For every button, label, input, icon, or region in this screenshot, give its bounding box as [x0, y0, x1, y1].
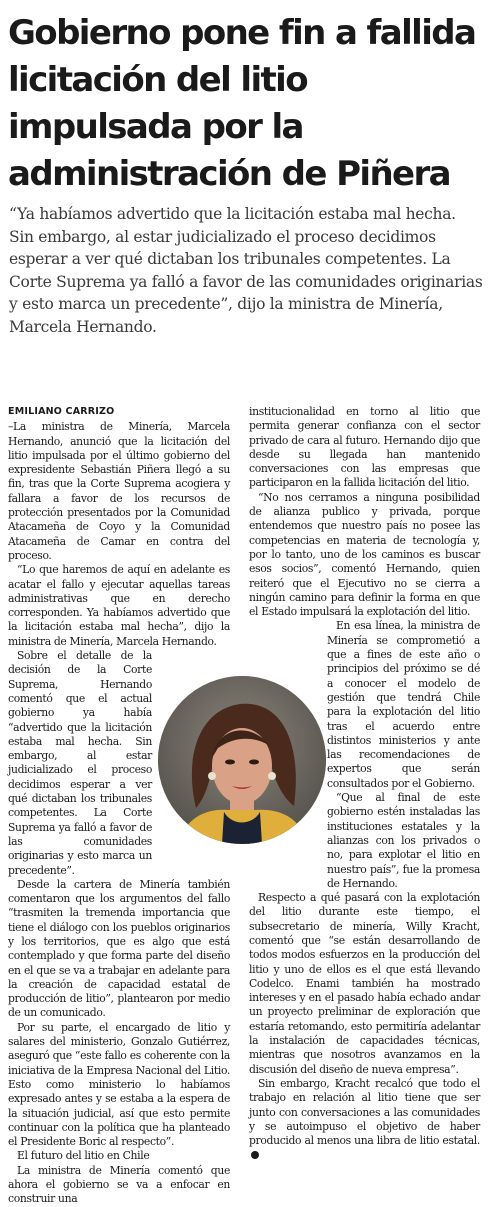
deck-quote: “Ya habíamos advertido que la licitación estaba mal hecha. Sin embargo, al estar judicializado el proceso decidimos esperar a ver qué dictaban los tribunales competentes. La Corte Suprema ya falló a favor de las comunidades originarias y esto marca un precedente”, dijo la ministra de Minería, Marcela Hernando. — [9, 205, 483, 336]
paragraph: institucionalidad en torno al litio que permita generar confianza con el sector privado de cara al futuro. Hernando dijo que desde su llegada han mantenido conversaciones con las empresas que participaron en la fallida licitación del litio. — [249, 405, 480, 490]
headline-line-4: administración de Piñera — [8, 154, 451, 194]
paragraph: La ministra de Minería comentó que ahora el gobierno se va a enfocar en construir una — [8, 1163, 230, 1206]
paragraph — [249, 1077, 480, 1163]
paragraph: “Que al final de este gobierno estén instaladas las instituciones estatales y la alianzas con los privados o no, para explotar el litio en nuestro país”, fue la promesa de Hernando. — [327, 791, 480, 890]
end-mark-icon — [251, 1151, 259, 1159]
byline: EMILIANO CARRIZO — [8, 406, 115, 417]
paragraph: “Lo que haremos de aquí en adelante es acatar el fallo y ejecutar aquellas tareas administrativas que en derecho corresponden. Ya habíamos advertido que la licitación estaba mal hecha”, dijo la ministra de Minería, Marcela Hernando. — [8, 563, 230, 648]
headline-line-3: impulsada por la — [8, 107, 303, 147]
paragraph: Sobre el detalle de la decisión de la Corte Suprema, Hernando comentó que el actual gobierno ya había “advertido que la licitación estaba mal hecha. Sin embargo, al estar judicializado el proceso decidimos esperar a ver qué dictaban los tribunales competentes. La Corte Suprema ya falló a favor de las comunidades originarias y esto marca un precedente”. — [8, 649, 152, 877]
paragraph: En esa línea, la ministra de Minería se comprometió a que a fines de este año o principios del próximo se dé a conocer el modelo de gestión que tendrá Chile para la explotación del litio tras el acuerdo entre distintos ministerios y ante las recomendaciones de expertos que serán consultados por el Gobierno. — [327, 619, 480, 790]
portrait-photo — [158, 676, 326, 844]
portrait-illustration — [158, 676, 326, 844]
paragraph: Respecto a qué pasará con la explotación del litio durante este tiempo, el subsecretario de minería, Willy Kracht, comentó que “se están desarrollando de todos modos esfuerzos en la producción del litio y uno de ellos es el que está llevando Codelco. Enami también ha mostrado intereses y en el pasado había echado andar un proyecto preliminar de exploración que estaría retomando, esto permitiría adelantar la instalación de capacidades técnicas, mientras que nosotros avanzamos en la discusión del diseño de nueva empresa”. — [249, 891, 480, 1076]
paragraph: “No nos cerramos a ninguna posibilidad de alianza publico y privada, porque entendemos que nuestro país no posee las competencias en materia de tecnología y, por lo tanto, uno de los caminos es buscar esos socios”, comentó Hernando, quien reiteró que el Ejecutivo no se cierra a ningún camino para definir la forma en que el Estado impulsará la explotación del litio. — [249, 490, 480, 619]
paragraph: –La ministra de Minería, Marcela Hernando, anunció que la licitación del litio impulsada por el último gobierno del expresidente Sebastián Piñera llegó a su fin, tras que la Corte Suprema acogiera y fallara a favor de los recursos de protección presentados por la Comunidad Atacameña de Coyo y la Comunidad Atacameña de Camar en contra del proceso. — [8, 420, 230, 562]
paragraph: Por su parte, el encargado de litio y salares del ministerio, Gonzalo Gutiérrez, aseguró que “este fallo es coherente con la iniciativa de la Empresa Nacional del Litio. Esto como ministerio lo habíamos expresado antes y se estaba a la espera de la situación judicial, así que esto permite continuar con la política que ha planteado el Presidente Boric al respecto”. — [8, 1020, 230, 1149]
headline — [8, 10, 482, 198]
paragraph: Desde la cartera de Minería también comentaron que los argumentos del fallo “trasmiten la tremenda importancia que tiene el diálogo con los pueblos originarios y los territorios, que es algo que está contemplado y que forma parte del diseño en el que se va a trabajar en adelante para la creación de capacidad estatal de producción de litio”, plantearon por medio de un comunicado. — [8, 877, 230, 1020]
closing-paragraph-text: Sin embargo, Kracht recalcó que todo el trabajo en relación al litio tiene que ser junto con conversaciones a las comunidades y se autoimpuso el objetivo de haber producido al menos una libra de litio estatal. — [249, 1076, 480, 1148]
headline-line-2: licitación del litio — [8, 60, 307, 100]
headline-line-1: Gobierno pone fin a fallida — [8, 13, 476, 53]
subheading: El futuro del litio en Chile — [17, 1149, 150, 1163]
